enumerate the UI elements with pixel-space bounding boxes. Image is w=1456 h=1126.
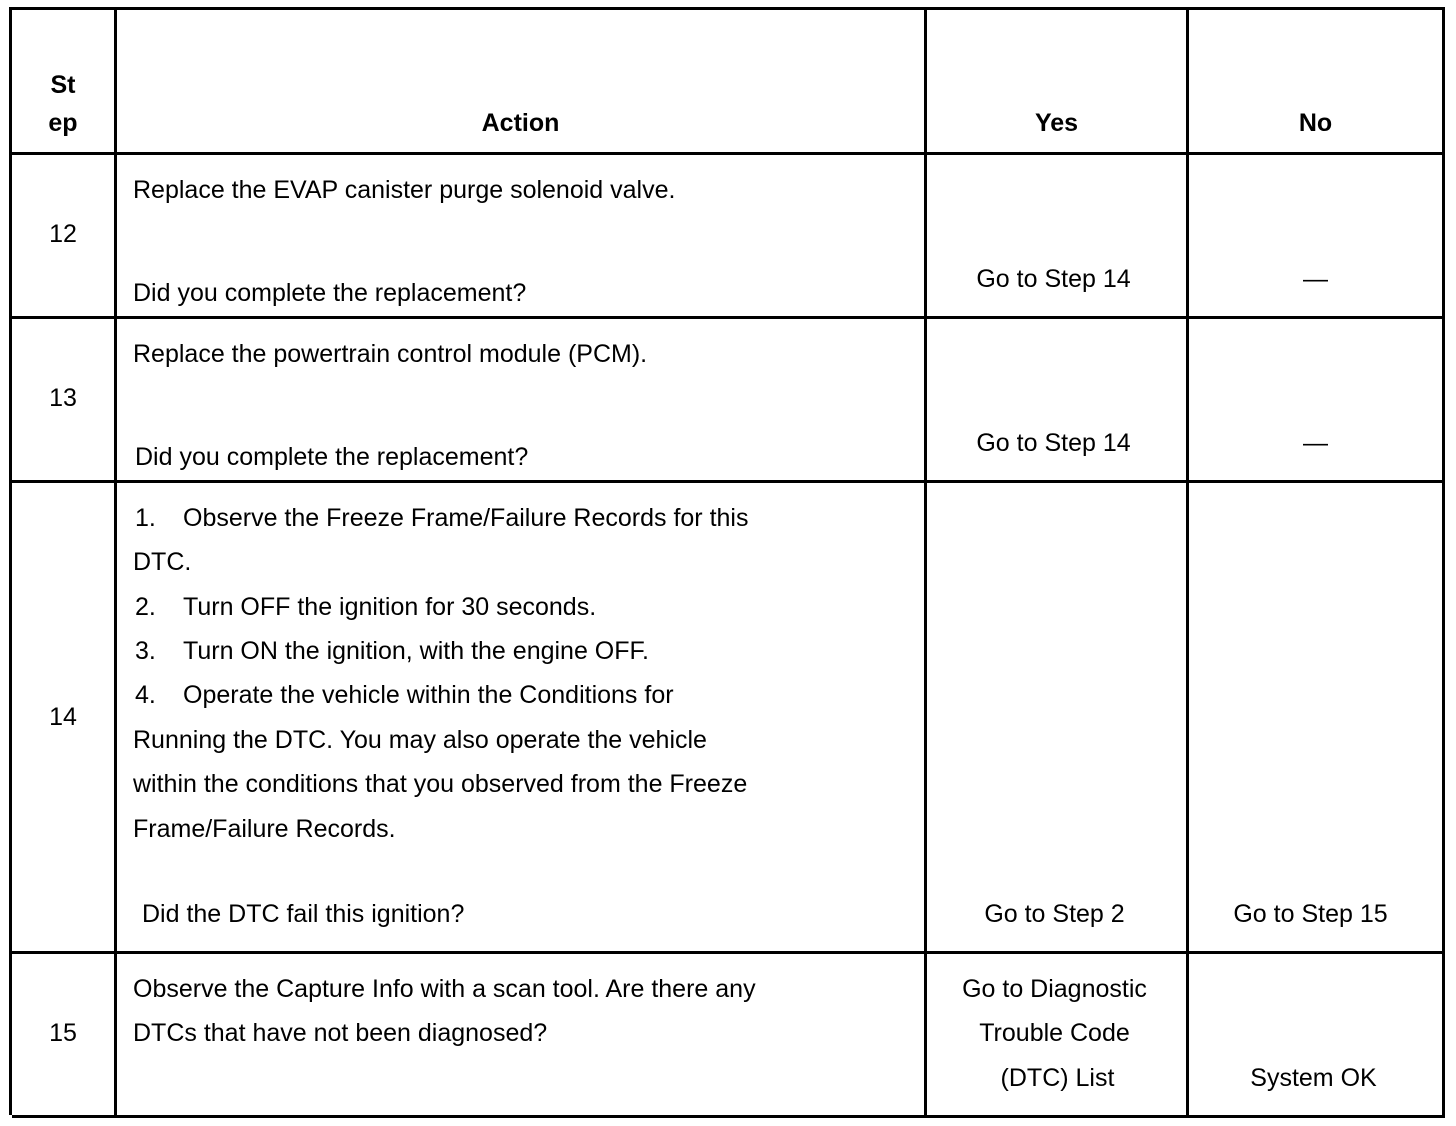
action-cell-13 — [117, 319, 927, 483]
list-item-number: 2. — [135, 593, 156, 621]
list-item-1 — [135, 496, 748, 540]
action-question: Did the DTC fail this ignition? — [142, 900, 465, 928]
no-text: — — [1303, 265, 1328, 293]
yes-text-line1: Go to Diagnostic — [962, 975, 1147, 1003]
step-number: 14 — [49, 703, 77, 731]
yes-cell-13 — [927, 319, 1189, 483]
list-item-text: Turn OFF the ignition for 30 seconds. — [183, 593, 597, 621]
list-item-text: Turn ON the ignition, with the engine OFF. — [183, 637, 649, 665]
list-item-number: 4. — [135, 681, 156, 709]
action-text: Replace the powertrain control module (PCM). — [133, 340, 648, 368]
step-cell-14 — [12, 483, 117, 954]
step-number: 15 — [49, 1019, 77, 1047]
header-yes: Yes — [1034, 109, 1079, 137]
action-cell-14 — [117, 483, 927, 954]
diagnostic-table — [9, 7, 1445, 1115]
action-text-line2: DTCs that have not been diagnosed? — [133, 1019, 548, 1047]
no-text: Go to Step 15 — [1233, 900, 1388, 928]
step-number: 12 — [49, 220, 77, 248]
list-item-1-continued: DTC. — [133, 548, 192, 576]
yes-text-line2: Trouble Code — [979, 1019, 1130, 1047]
action-text-line1: Observe the Capture Info with a scan tool. Are there any — [133, 975, 756, 1003]
yes-cell-14 — [927, 483, 1189, 954]
action-text: Replace the EVAP canister purge solenoid valve. — [133, 176, 676, 204]
header-action-cell — [117, 10, 927, 155]
header-step-line2: ep — [48, 109, 78, 137]
header-step-line1: St — [50, 71, 76, 99]
no-cell-15 — [1189, 954, 1445, 1118]
list-item-4-continued: within the conditions that you observed from the Freeze — [133, 770, 748, 798]
yes-text: Go to Step 14 — [976, 265, 1131, 293]
no-cell-14 — [1189, 483, 1445, 954]
action-question: Did you complete the replacement? — [133, 279, 527, 307]
list-item-4 — [135, 673, 674, 717]
no-text: — — [1303, 429, 1328, 457]
yes-cell-15 — [927, 954, 1189, 1118]
header-yes-cell — [927, 10, 1189, 155]
header-no-cell — [1189, 10, 1445, 155]
header-no: No — [1298, 109, 1333, 137]
list-item-text: Observe the Freeze Frame/Failure Records for this — [183, 504, 749, 532]
header-action: Action — [481, 109, 560, 137]
step-cell-12 — [12, 155, 117, 319]
action-cell-12 — [117, 155, 927, 319]
step-cell-13 — [12, 319, 117, 483]
yes-cell-12 — [927, 155, 1189, 319]
step-number: 13 — [49, 384, 77, 412]
header-step-cell — [12, 10, 117, 155]
yes-text: Go to Step 2 — [984, 900, 1125, 928]
step-cell-15 — [12, 954, 117, 1118]
yes-text-line3: (DTC) List — [1000, 1064, 1115, 1092]
list-item-text: Operate the vehicle within the Conditions for — [183, 681, 674, 709]
action-question: Did you complete the replacement? — [135, 443, 529, 471]
no-cell-13 — [1189, 319, 1445, 483]
action-cell-15 — [117, 954, 927, 1118]
list-item-number: 1. — [135, 504, 156, 532]
list-item-3 — [135, 629, 649, 673]
list-item-4-continued: Frame/Failure Records. — [133, 815, 396, 843]
list-item-4-continued: Running the DTC. You may also operate the vehicle — [133, 726, 707, 754]
yes-text: Go to Step 14 — [976, 429, 1131, 457]
no-cell-12 — [1189, 155, 1445, 319]
list-item-2 — [135, 585, 596, 629]
list-item-number: 3. — [135, 637, 156, 665]
no-text: System OK — [1250, 1064, 1377, 1092]
